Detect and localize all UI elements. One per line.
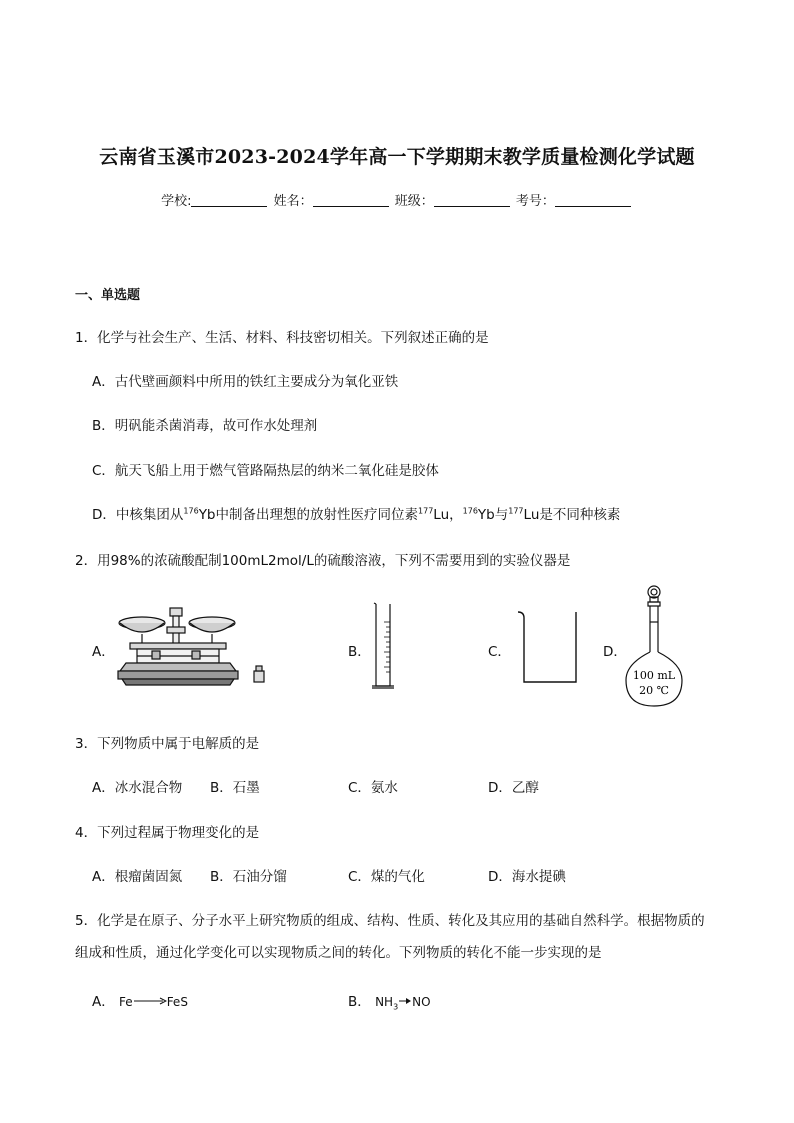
q2-stem: 2．用98%的浓硫酸配制100mL2mol/L的硫酸溶液，下列不需要用到的实验仪器是 xyxy=(75,553,571,569)
q3-option-a: A．冰水混合物 xyxy=(92,780,183,796)
class-blank[interactable] xyxy=(434,193,510,207)
q5-option-a: A． Fe FeS xyxy=(92,994,188,1010)
graduated-cylinder-icon xyxy=(370,602,396,690)
volumetric-flask-icon xyxy=(622,584,686,710)
q2-option-c-label: C． xyxy=(488,644,511,660)
arrow-icon xyxy=(133,996,167,1006)
q2-option-a-label: A． xyxy=(92,644,115,660)
q5-option-b: B． $NH_3$ NO xyxy=(348,994,431,1012)
beaker-icon xyxy=(514,610,580,686)
q2-option-d-label: D． xyxy=(603,644,627,660)
q5-stem-line2: 组成和性质，通过化学变化可以实现物质之间的转化。下列物质的转化不能一步实现的是 xyxy=(75,945,602,961)
class-label: 班级： xyxy=(394,194,434,209)
q1-option-a: A．古代壁画颜料中所用的铁红主要成分为氧化亚铁 xyxy=(92,374,399,390)
number-label: 考号： xyxy=(515,194,555,209)
q1-option-c: C．航天飞船上用于燃气管路隔热层的纳米二氧化硅是胶体 xyxy=(92,463,439,479)
q1-stem: 1．化学与社会生产、生活、材料、科技密切相关。下列叙述正确的是 xyxy=(75,330,489,346)
q3-option-b: B．石墨 xyxy=(210,780,260,796)
school-blank[interactable] xyxy=(191,193,267,207)
q4-option-a: A．根瘤菌固氮 xyxy=(92,869,183,885)
q1-option-d: D．中核集团从$^{176}$Yb中制备出理想的放射性医疗同位素$^{177}$Lu，$^{176}$Yb与$^{177}$Lu是不同种核素 xyxy=(92,506,621,523)
balance-scale-icon xyxy=(112,603,277,691)
q4-option-b: B．石油分馏 xyxy=(210,869,287,885)
name-blank[interactable] xyxy=(313,193,389,207)
section-heading: 一、单选题 xyxy=(75,288,141,303)
name-label: 姓名： xyxy=(273,194,313,209)
flask-volume-label: 100 mL xyxy=(632,669,676,682)
q4-option-d: D．海水提碘 xyxy=(488,869,566,885)
q5-stem-line1: 5．化学是在原子、分子水平上研究物质的组成、结构、性质、转化及其应用的基础自然科学。根据物质的 xyxy=(75,913,705,929)
flask-temp-label: 20 ℃ xyxy=(639,684,669,697)
page-title: 云南省玉溪市2023-2024学年高一下学期期末教学质量检测化学试题 xyxy=(99,146,695,168)
q3-stem: 3．下列物质中属于电解质的是 xyxy=(75,736,260,752)
q4-stem: 4．下列过程属于物理变化的是 xyxy=(75,825,260,841)
number-blank[interactable] xyxy=(555,193,631,207)
school-label: 学校: xyxy=(161,194,192,209)
student-info-line xyxy=(0,190,794,209)
q4-option-c: C．煤的气化 xyxy=(348,869,425,885)
arrow-icon xyxy=(398,996,412,1006)
q3-option-d: D．乙醇 xyxy=(488,780,539,796)
q2-option-b-label: B． xyxy=(348,644,371,660)
q1-option-b: B．明矾能杀菌消毒，故可作水处理剂 xyxy=(92,418,318,434)
q3-option-c: C．氨水 xyxy=(348,780,398,796)
